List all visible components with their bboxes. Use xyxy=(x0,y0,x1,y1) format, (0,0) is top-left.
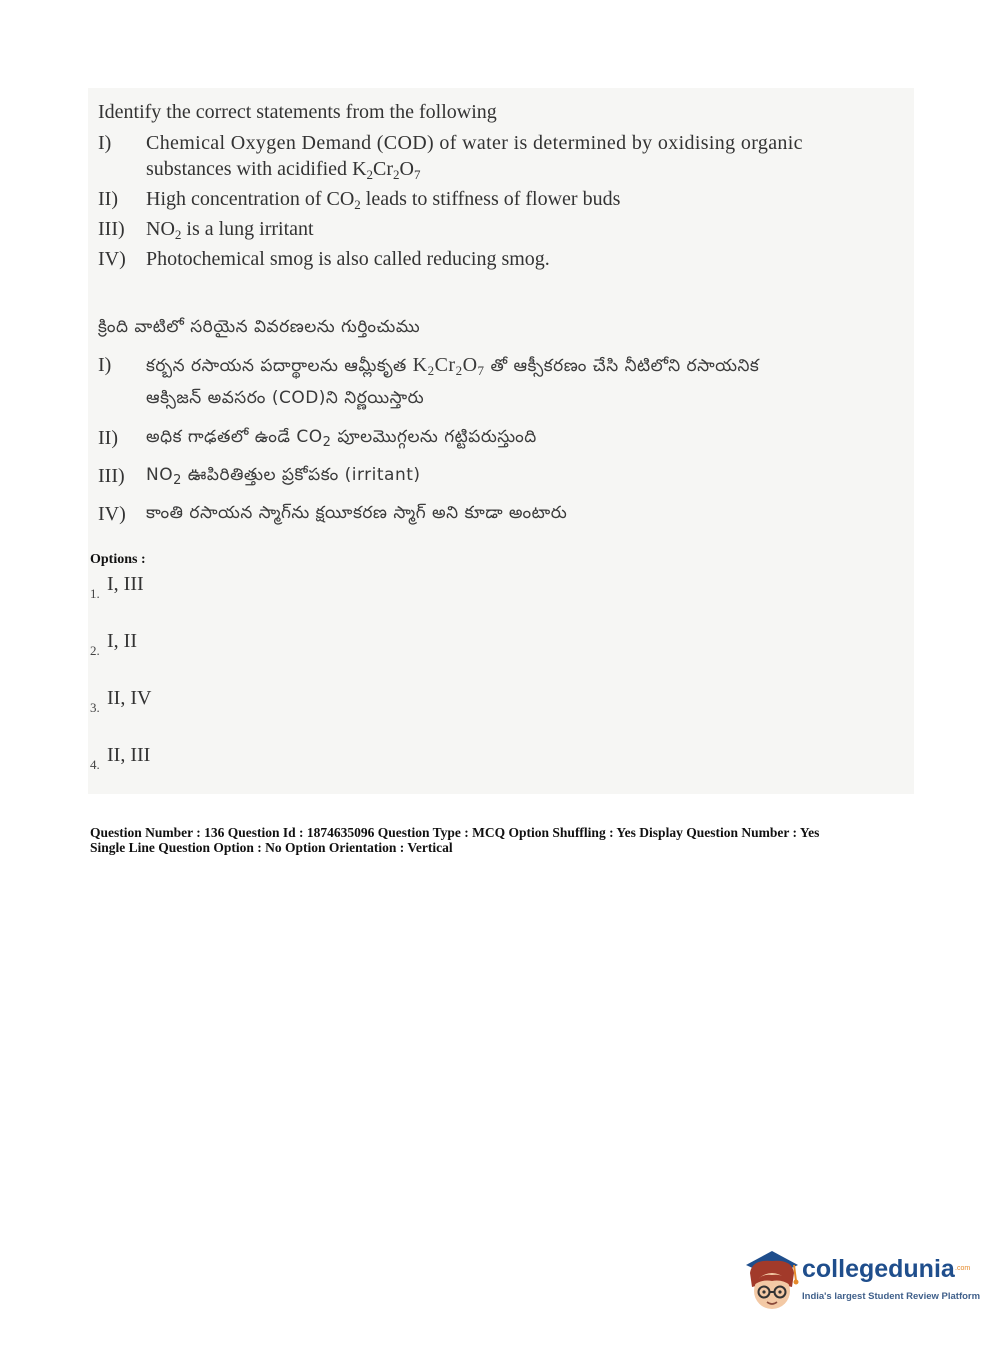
statement-num: III) xyxy=(98,465,125,487)
formula: $K_2Cr_2O_7$ xyxy=(412,354,485,378)
statement-num: I) xyxy=(98,354,112,376)
logo-tagline: India's largest Student Review Platform xyxy=(802,1291,981,1302)
statement-num: II) xyxy=(98,188,118,210)
option-1[interactable]: I, III xyxy=(107,573,144,595)
option-2[interactable]: I, II xyxy=(107,630,137,652)
question-meta-line2: Single Line Question Option : No Option Orientation : Vertical xyxy=(90,840,453,855)
options-label: Options : xyxy=(90,552,146,567)
option-number: 1. xyxy=(90,586,100,601)
logo-com: .com xyxy=(955,1265,971,1272)
student-mascot-icon xyxy=(742,1247,802,1317)
formula: $K_2Cr_2O_7$ xyxy=(352,158,421,182)
option-number: 2. xyxy=(90,643,100,658)
option-3[interactable]: II, IV xyxy=(107,687,152,709)
statement-num: III) xyxy=(98,218,125,240)
statement-num: IV) xyxy=(98,248,126,270)
statement-1-te-line2: ఆక్సిజన్ అవసరం (COD)ని నిర్ణయిస్తారు xyxy=(146,388,425,408)
statement-4-en: Photochemical smog is also called reducing smog. xyxy=(146,248,550,270)
statement-2-te: అధిక గాఢతలో ఉండే $CO_2$ పూలమొగ్గలను గట్టిపరుస్తుంది xyxy=(146,427,537,450)
collegedunia-logo xyxy=(742,1247,981,1317)
statement-3-en: $NO_2$ is a lung irritant xyxy=(146,218,314,242)
question-meta-line1: Question Number : 136 Question Id : 1874635096 Question Type : MCQ Option Shuffling : Yes Display Question Number : Yes xyxy=(90,825,820,840)
statement-1-en-line2: substances with acidified $K_2Cr_2O_7$ xyxy=(146,158,421,182)
statement-1-te-line1: కర్బన రసాయన పదార్థాలను ఆమ్లీకృత $K_2Cr_2O_7$ తో ఆక్సీకరణం చేసి నీటిలోని రసాయనిక xyxy=(146,354,760,378)
statement-3-te: $NO_2$ ఊపిరితిత్తుల ప్రకోపకం (irritant) xyxy=(146,465,421,488)
option-number: 3. xyxy=(90,700,100,715)
statement-1-en-line1: Chemical Oxygen Demand (COD) of water is determined by oxidising organic xyxy=(146,132,803,154)
statement-num: IV) xyxy=(98,503,126,525)
statement-4-te: కాంతి రసాయన స్మాగ్‌ను క్షయీకరణ స్మాగ్ అని కూడా అంటారు xyxy=(146,503,568,523)
statement-num: II) xyxy=(98,427,118,449)
question-intro-te: క్రింది వాటిలో సరియైన వివరణలను గుర్తించుము xyxy=(98,317,421,337)
option-number: 4. xyxy=(90,757,100,772)
option-4[interactable]: II, III xyxy=(107,744,151,766)
logo-wordmark: collegedunia xyxy=(802,1255,955,1283)
question-intro-en: Identify the correct statements from the following xyxy=(98,101,497,123)
statement-num: I) xyxy=(98,132,112,154)
statement-2-en: High concentration of $CO_2$ leads to stiffness of flower buds xyxy=(146,188,621,212)
